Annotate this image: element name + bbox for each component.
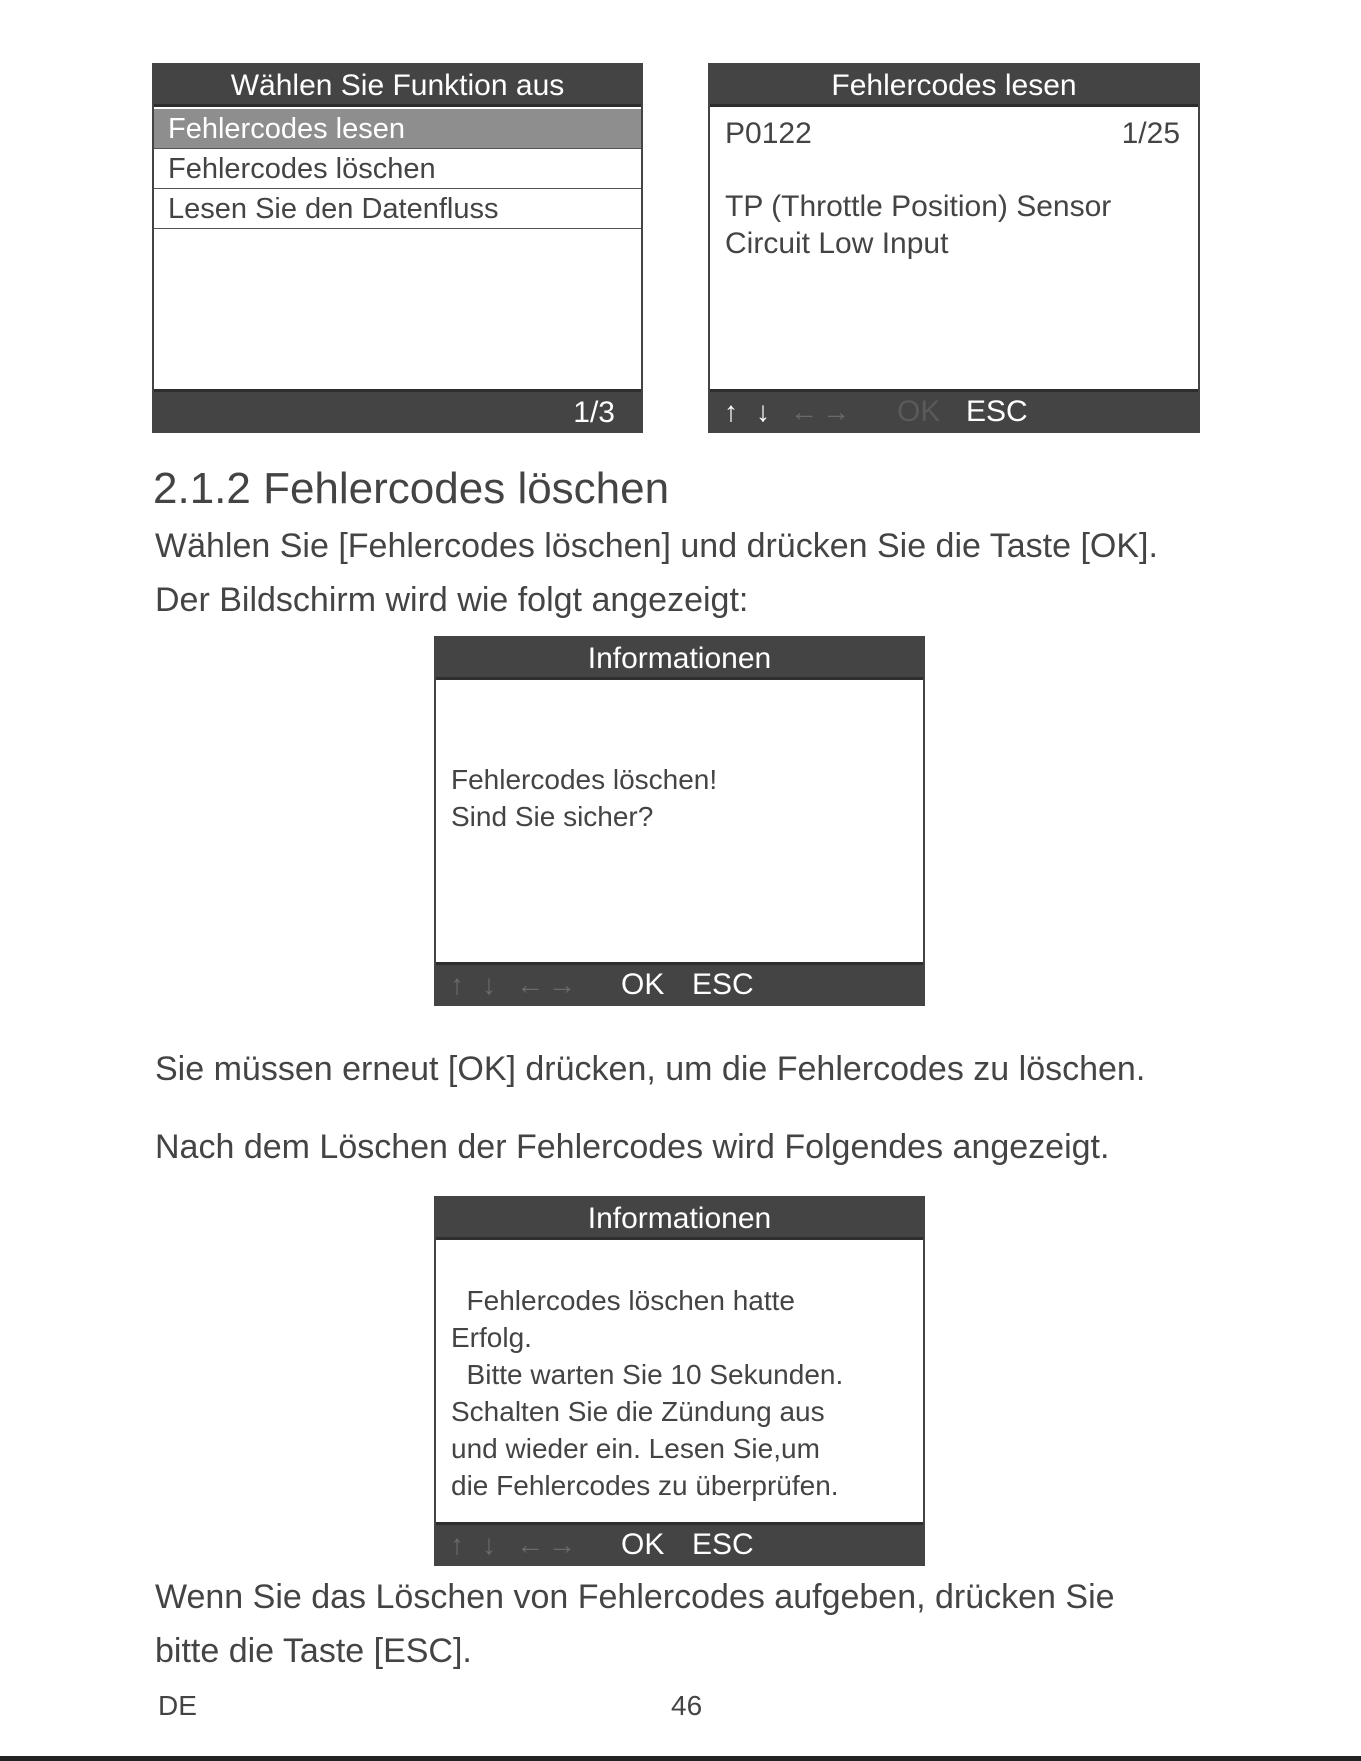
arrow-up-icon: ↑ [450,969,464,1000]
function-menu-title: Wählen Sie Funktion aus [154,65,641,107]
confirm-clear-title: Informationen [436,638,923,680]
arrow-up-icon: ↑ [450,1529,464,1560]
arrow-down-icon: ↓ [482,1529,496,1560]
esc-button[interactable]: ESC [692,968,754,1001]
esc-button[interactable]: ESC [692,1528,754,1561]
paragraph-select-clear: Wählen Sie [Fehlercodes löschen] und drücken Sie die Taste [OK]. [155,527,1158,565]
arrow-up-icon[interactable]: ↑ [724,396,738,427]
menu-item-data-stream[interactable]: Lesen Sie den Datenfluss [154,189,641,229]
clear-success-footer [436,1522,923,1564]
fault-description: TP (Throttle Position) Sensor Circuit Low Input [725,190,1112,260]
clear-success-message: Fehlercodes löschen hatte Erfolg. Bitte warten Sie 10 Sekunden. Schalten Sie die Zündung aus und wieder ein. Lesen Sie,um die Fehlercodes zu überprüfen. [451,1285,844,1501]
read-codes-title: Fehlercodes lesen [710,65,1198,107]
paragraph-press-esc: bitte die Taste [ESC]. [155,1632,472,1670]
fault-counter: 1/25 [1121,117,1180,150]
arrow-right-icon: → [822,396,850,427]
esc-button[interactable]: ESC [966,395,1028,428]
confirm-clear-screen [434,636,925,1006]
arrow-right-icon: → [548,1529,576,1560]
clear-success-title: Informationen [436,1198,923,1240]
read-codes-footer [710,389,1198,431]
arrow-left-icon: ← [516,1529,544,1560]
arrow-right-icon: → [548,969,576,1000]
arrow-left-icon: ← [790,396,818,427]
menu-item-clear-codes[interactable]: Fehlercodes löschen [154,149,641,189]
paragraph-screen-shown: Der Bildschirm wird wie folgt angezeigt: [155,581,749,619]
confirm-clear-message: Fehlercodes löschen! Sind Sie sicher? [451,764,718,832]
paragraph-press-ok-again: Sie müssen erneut [OK] drücken, um die Fehlercodes zu löschen. [155,1050,1146,1088]
ok-button[interactable]: OK [621,968,665,1001]
confirm-clear-footer [436,962,923,1004]
paragraph-after-clear: Nach dem Löschen der Fehlercodes wird Folgendes angezeigt. [155,1128,1110,1166]
menu-item-read-codes[interactable]: Fehlercodes lesen [154,109,641,149]
ok-button: OK [897,395,941,428]
arrow-left-icon: ← [516,969,544,1000]
arrow-down-icon: ↓ [482,969,496,1000]
clear-success-screen [434,1196,925,1566]
read-codes-screen [708,63,1200,433]
ok-button[interactable]: OK [621,1528,665,1561]
function-menu-screen [152,63,643,433]
arrow-down-icon[interactable]: ↓ [756,396,770,427]
bottom-rule [0,1756,1361,1761]
footer-page-number: 46 [671,1690,703,1721]
fault-code: P0122 [725,117,812,150]
page-indicator: 1/3 [573,396,615,429]
function-menu-footer [154,389,641,431]
paragraph-abort-clear: Wenn Sie das Löschen von Fehlercodes aufgeben, drücken Sie [155,1578,1115,1616]
section-heading: 2.1.2 Fehlercodes löschen [153,464,670,513]
footer-language: DE [158,1690,197,1721]
